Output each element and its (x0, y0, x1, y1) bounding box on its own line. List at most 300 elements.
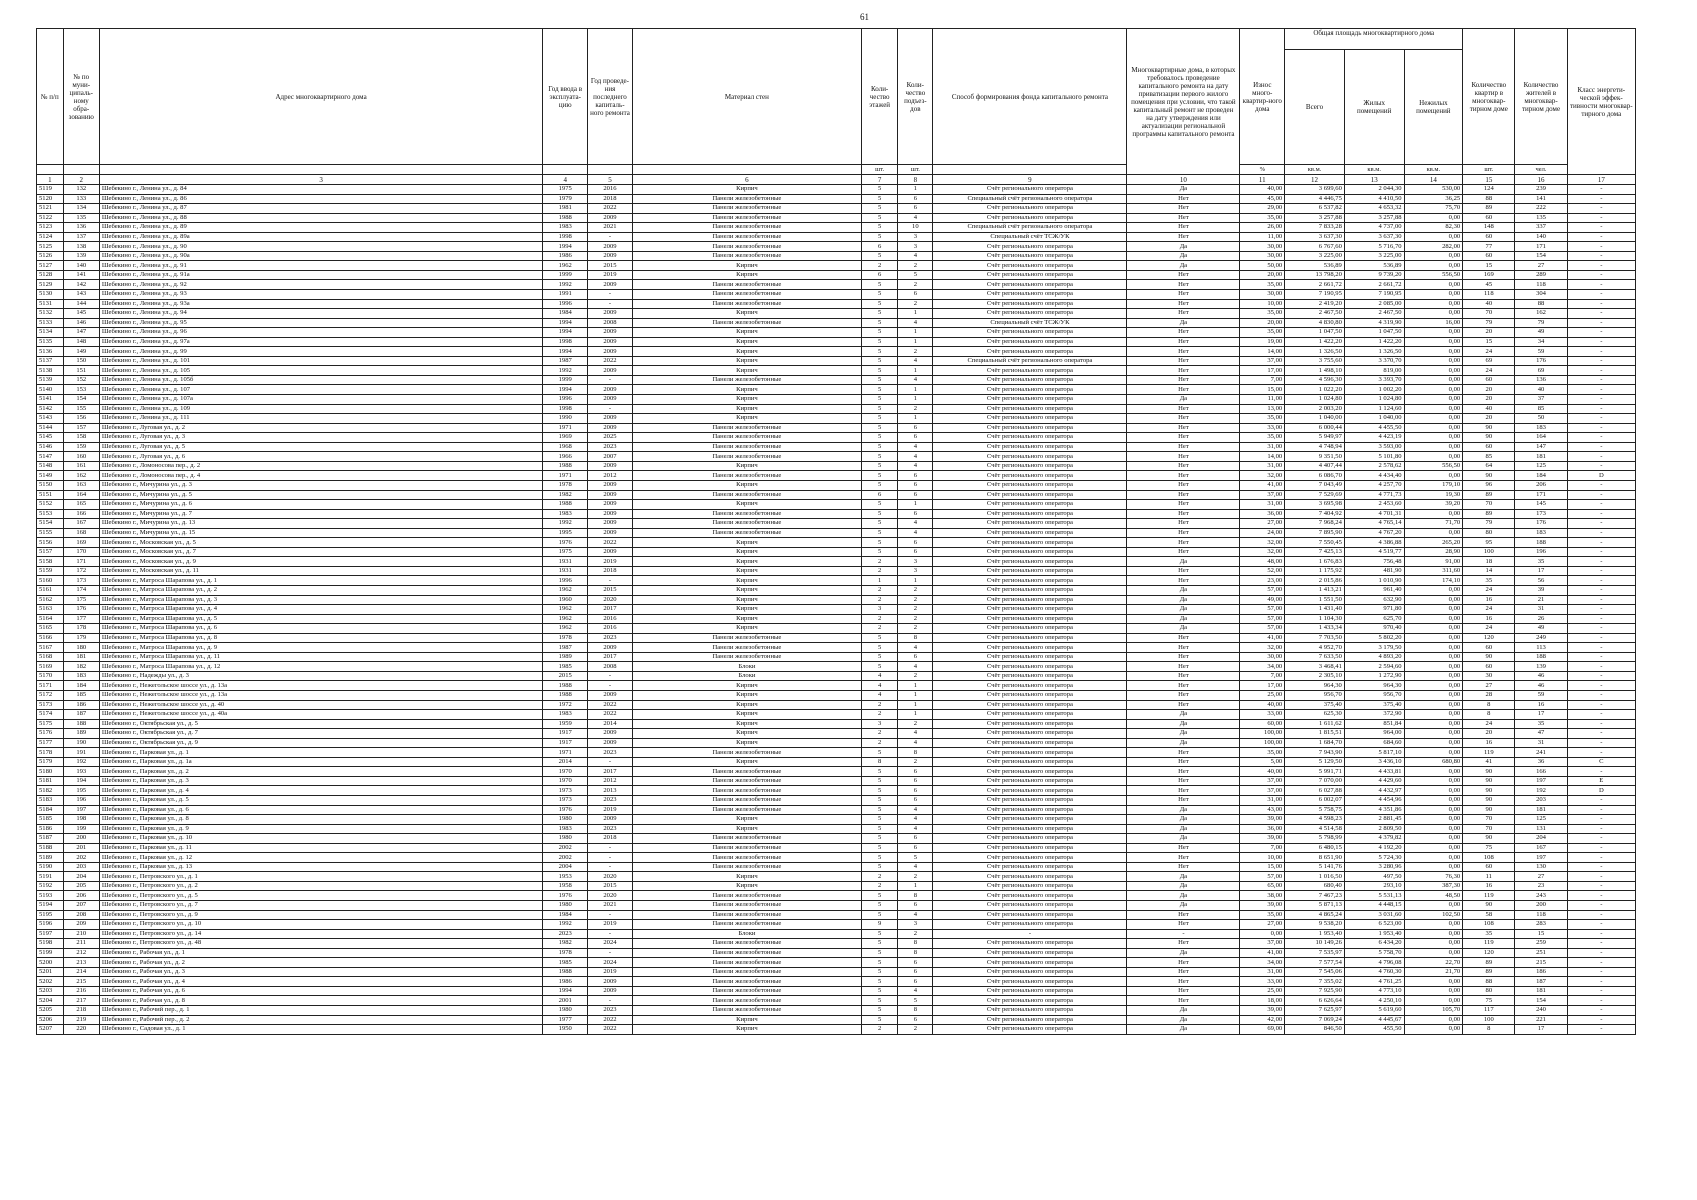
wall-material-cell: Панели железобетонные (632, 843, 861, 853)
year-built-cell: 1988 (543, 461, 588, 471)
area-nonliving-cell: 0,00 (1404, 796, 1463, 806)
unit-area-living: кв.м. (1344, 165, 1404, 175)
floors-cell: 5 (862, 251, 898, 261)
address-cell: Шебекино г., Московская ул., д. 5 (99, 538, 542, 548)
wear-cell: 17,00 (1240, 681, 1285, 691)
row-number-cell: 5206 (37, 1015, 64, 1025)
apartments-cell: 89 (1463, 204, 1515, 214)
table-row (37, 633, 1636, 643)
wall-material-cell: Кирпич (632, 690, 861, 700)
entrances-cell: 1 (898, 395, 933, 405)
row-number-cell: 5140 (37, 385, 64, 395)
wear-cell: 35,00 (1240, 433, 1285, 443)
address-cell: Шебекино г., Матроса Шарапова ул., д. 12 (99, 662, 542, 672)
apartments-cell: 70 (1463, 309, 1515, 319)
floors-cell: 5 (862, 280, 898, 290)
municipal-number-cell: 142 (63, 280, 99, 290)
area-nonliving-cell: 0,00 (1404, 805, 1463, 815)
floors-cell: 5 (862, 433, 898, 443)
entrances-cell: 6 (898, 480, 933, 490)
wall-material-cell: Панели железобетонные (632, 232, 861, 242)
municipal-number-cell: 134 (63, 204, 99, 214)
fund-method-cell: Специальный счёт ТСЖ/УК (933, 318, 1127, 328)
year-repair-cell: - (588, 996, 633, 1006)
repair-required-cell: Нет (1127, 939, 1240, 949)
year-repair-cell: 2018 (588, 834, 633, 844)
apartments-cell: 30 (1463, 671, 1515, 681)
address-cell: Шебекино г., Ленина ул., д. 90 (99, 242, 542, 252)
repair-required-cell: Нет (1127, 223, 1240, 233)
table-row (37, 824, 1636, 834)
address-cell: Шебекино г., Матроса Шарапова ул., д. 4 (99, 605, 542, 615)
area-nonliving-cell: 0,00 (1404, 681, 1463, 691)
energy-class-cell: - (1567, 624, 1635, 634)
wall-material-cell: Панели железобетонные (632, 767, 861, 777)
address-cell: Шебекино г., Парковая ул., д. 11 (99, 843, 542, 853)
row-number-cell: 5145 (37, 433, 64, 443)
repair-required-cell: Нет (1127, 232, 1240, 242)
wear-cell: 18,00 (1240, 996, 1285, 1006)
address-cell: Шебекино г., Ленина ул., д. 89а (99, 232, 542, 242)
address-cell: Шебекино г., Мичурина ул., д. 3 (99, 480, 542, 490)
area-total-cell: 6 027,88 (1285, 786, 1345, 796)
wear-cell: 38,00 (1240, 891, 1285, 901)
year-repair-cell: 2009 (588, 395, 633, 405)
year-built-cell: 1994 (543, 242, 588, 252)
wall-material-cell: Кирпич (632, 538, 861, 548)
area-total-cell: 7 535,97 (1285, 948, 1345, 958)
table-row (37, 375, 1636, 385)
area-nonliving-cell: 0,00 (1404, 290, 1463, 300)
area-living-cell: 3 280,96 (1344, 862, 1404, 872)
area-nonliving-cell: 556,50 (1404, 270, 1463, 280)
floors-cell: 2 (862, 595, 898, 605)
area-nonliving-cell: 22,70 (1404, 958, 1463, 968)
year-repair-cell: 2023 (588, 796, 633, 806)
row-number-cell: 5127 (37, 261, 64, 271)
table-row (37, 347, 1636, 357)
wear-cell: 57,00 (1240, 872, 1285, 882)
table-row (37, 681, 1636, 691)
wear-cell: 31,00 (1240, 500, 1285, 510)
area-nonliving-cell: 82,30 (1404, 223, 1463, 233)
entrances-cell: 2 (898, 261, 933, 271)
municipal-number-cell: 152 (63, 375, 99, 385)
wear-cell: 33,00 (1240, 977, 1285, 987)
wall-material-cell: Блоки (632, 662, 861, 672)
residents-cell: 171 (1515, 242, 1567, 252)
municipal-number-cell: 154 (63, 395, 99, 405)
wear-cell: 30,00 (1240, 290, 1285, 300)
repair-required-cell: Нет (1127, 385, 1240, 395)
wear-cell: 41,00 (1240, 948, 1285, 958)
area-nonliving-cell: 0,00 (1404, 748, 1463, 758)
address-cell: Шебекино г., Московская ул., д. 7 (99, 547, 542, 557)
floors-cell: 5 (862, 185, 898, 195)
header-energy-class: Класс энергети-ческой эффек-тивности многоквар-тирного дома (1567, 29, 1635, 175)
area-total-cell: 1 684,70 (1285, 738, 1345, 748)
repair-required-cell: Да (1127, 901, 1240, 911)
floors-cell: 5 (862, 547, 898, 557)
wall-material-cell: Кирпич (632, 261, 861, 271)
area-nonliving-cell: 0,00 (1404, 729, 1463, 739)
area-nonliving-cell: 0,00 (1404, 395, 1463, 405)
wall-material-cell: Панели железобетонные (632, 939, 861, 949)
residents-cell: 204 (1515, 834, 1567, 844)
table-row (37, 576, 1636, 586)
unit-entrances: шт. (898, 165, 933, 175)
energy-class-cell: - (1567, 528, 1635, 538)
residents-cell: 173 (1515, 509, 1567, 519)
wear-cell: 15,00 (1240, 385, 1285, 395)
area-living-cell: 4 796,08 (1344, 958, 1404, 968)
year-repair-cell: - (588, 929, 633, 939)
address-cell: Шебекино г., Ломоносова пер., д. 4 (99, 471, 542, 481)
apartments-cell: 24 (1463, 366, 1515, 376)
fund-method-cell: Счёт регионального оператора (933, 251, 1127, 261)
energy-class-cell: - (1567, 843, 1635, 853)
residents-cell: 147 (1515, 442, 1567, 452)
area-living-cell: 5 619,60 (1344, 1006, 1404, 1016)
wear-cell: 31,00 (1240, 967, 1285, 977)
area-total-cell: 7 925,90 (1285, 986, 1345, 996)
row-number-cell: 5158 (37, 557, 64, 567)
year-repair-cell: - (588, 681, 633, 691)
energy-class-cell: - (1567, 566, 1635, 576)
wear-cell: 27,00 (1240, 519, 1285, 529)
table-row (37, 242, 1636, 252)
area-total-cell: 7 633,50 (1285, 652, 1345, 662)
energy-class-cell: - (1567, 251, 1635, 261)
table-row (37, 490, 1636, 500)
year-built-cell: 1988 (543, 681, 588, 691)
entrances-cell: 2 (898, 624, 933, 634)
address-cell: Шебекино г., Надежды ул., д. 3 (99, 671, 542, 681)
year-built-cell: 2002 (543, 853, 588, 863)
energy-class-cell: - (1567, 223, 1635, 233)
area-nonliving-cell: 311,60 (1404, 566, 1463, 576)
table-row (37, 566, 1636, 576)
repair-required-cell: Да (1127, 1015, 1240, 1025)
residents-cell: 176 (1515, 356, 1567, 366)
area-total-cell: 7 070,00 (1285, 776, 1345, 786)
column-number: 6 (632, 175, 861, 185)
address-cell: Шебекино г., Рабочая ул., д. 3 (99, 967, 542, 977)
year-repair-cell: 2009 (588, 528, 633, 538)
table-row (37, 213, 1636, 223)
wear-cell: 30,00 (1240, 652, 1285, 662)
wall-material-cell: Кирпич (632, 309, 861, 319)
area-living-cell: 4 429,60 (1344, 776, 1404, 786)
wall-material-cell: Кирпич (632, 681, 861, 691)
repair-required-cell: Да (1127, 614, 1240, 624)
repair-required-cell: Нет (1127, 862, 1240, 872)
floors-cell: 5 (862, 356, 898, 366)
entrances-cell: 2 (898, 404, 933, 414)
table-row (37, 967, 1636, 977)
area-total-cell: 4 446,75 (1285, 194, 1345, 204)
fund-method-cell: Счёт регионального оператора (933, 375, 1127, 385)
floors-cell: 5 (862, 290, 898, 300)
wear-cell: 39,00 (1240, 815, 1285, 825)
fund-method-cell: Счёт регионального оператора (933, 690, 1127, 700)
residents-cell: 203 (1515, 796, 1567, 806)
area-living-cell: 4 519,77 (1344, 547, 1404, 557)
fund-method-cell: Счёт регионального оператора (933, 404, 1127, 414)
repair-required-cell: Да (1127, 719, 1240, 729)
apartments-cell: 20 (1463, 414, 1515, 424)
floors-cell: 6 (862, 270, 898, 280)
floors-cell: 5 (862, 318, 898, 328)
area-nonliving-cell: 28,90 (1404, 547, 1463, 557)
area-living-cell: 5 101,80 (1344, 452, 1404, 462)
wear-cell: 48,00 (1240, 557, 1285, 567)
entrances-cell: 4 (898, 729, 933, 739)
area-total-cell: 5 991,71 (1285, 767, 1345, 777)
area-living-cell: 5 758,70 (1344, 948, 1404, 958)
apartments-cell: 148 (1463, 223, 1515, 233)
apartments-cell: 119 (1463, 891, 1515, 901)
energy-class-cell: - (1567, 519, 1635, 529)
table-row (37, 862, 1636, 872)
municipal-number-cell: 193 (63, 767, 99, 777)
row-number-cell: 5185 (37, 815, 64, 825)
year-repair-cell: 2019 (588, 805, 633, 815)
area-total-cell: 9 538,20 (1285, 920, 1345, 930)
address-cell: Шебекино г., Садовая ул., д. 1 (99, 1025, 542, 1035)
energy-class-cell: - (1567, 796, 1635, 806)
floors-cell: 5 (862, 815, 898, 825)
address-cell: Шебекино г., Парковая ул., д. 2 (99, 767, 542, 777)
unit-empty (933, 165, 1127, 175)
residents-cell: 125 (1515, 461, 1567, 471)
municipal-number-cell: 157 (63, 423, 99, 433)
area-living-cell: 5 724,30 (1344, 853, 1404, 863)
area-total-cell: 6 626,64 (1285, 996, 1345, 1006)
row-number-cell: 5151 (37, 490, 64, 500)
wear-cell: 17,00 (1240, 366, 1285, 376)
year-built-cell: 1980 (543, 815, 588, 825)
area-total-cell: 1 024,80 (1285, 395, 1345, 405)
entrances-cell: 3 (898, 232, 933, 242)
energy-class-cell: - (1567, 442, 1635, 452)
apartments-cell: 88 (1463, 194, 1515, 204)
repair-required-cell: Нет (1127, 528, 1240, 538)
entrances-cell: 6 (898, 423, 933, 433)
municipal-number-cell: 150 (63, 356, 99, 366)
row-number-cell: 5154 (37, 519, 64, 529)
municipal-number-cell: 172 (63, 566, 99, 576)
residents-cell: 187 (1515, 977, 1567, 987)
address-cell: Шебекино г., Октябрьская ул., д. 7 (99, 729, 542, 739)
energy-class-cell: - (1567, 662, 1635, 672)
table-row (37, 185, 1636, 195)
wall-material-cell: Кирпич (632, 356, 861, 366)
municipal-number-cell: 143 (63, 290, 99, 300)
fund-method-cell: Счёт регионального оператора (933, 815, 1127, 825)
area-living-cell: 4 454,96 (1344, 796, 1404, 806)
area-nonliving-cell: 0,00 (1404, 700, 1463, 710)
wall-material-cell: Кирпич (632, 461, 861, 471)
fund-method-cell: Счёт регионального оператора (933, 566, 1127, 576)
address-cell: Шебекино г., Ленина ул., д. 93а (99, 299, 542, 309)
municipal-number-cell: 145 (63, 309, 99, 319)
energy-class-cell: D (1567, 786, 1635, 796)
energy-class-cell: - (1567, 891, 1635, 901)
address-cell: Шебекино г., Рабочий пер., д. 2 (99, 1015, 542, 1025)
apartments-cell: 119 (1463, 748, 1515, 758)
fund-method-cell: Счёт регионального оператора (933, 385, 1127, 395)
area-nonliving-cell: 0,00 (1404, 633, 1463, 643)
apartments-cell: 79 (1463, 519, 1515, 529)
fund-method-cell: Счёт регионального оператора (933, 996, 1127, 1006)
entrances-cell: 4 (898, 815, 933, 825)
area-living-cell: 4 434,40 (1344, 471, 1404, 481)
year-repair-cell: 2009 (588, 309, 633, 319)
area-nonliving-cell: 0,00 (1404, 719, 1463, 729)
year-repair-cell: 2022 (588, 204, 633, 214)
row-number-cell: 5168 (37, 652, 64, 662)
repair-required-cell: Нет (1127, 538, 1240, 548)
residents-cell: 34 (1515, 337, 1567, 347)
year-repair-cell: 2009 (588, 690, 633, 700)
municipal-number-cell: 217 (63, 996, 99, 1006)
fund-method-cell: Счёт регионального оператора (933, 204, 1127, 214)
entrances-cell: 5 (898, 270, 933, 280)
floors-cell: 3 (862, 605, 898, 615)
area-living-cell: 684,60 (1344, 738, 1404, 748)
entrances-cell: 1 (898, 500, 933, 510)
wall-material-cell: Панели железобетонные (632, 290, 861, 300)
table-row (37, 719, 1636, 729)
year-repair-cell: 2016 (588, 624, 633, 634)
municipal-number-cell: 139 (63, 251, 99, 261)
area-total-cell: 1 047,50 (1285, 328, 1345, 338)
area-total-cell: 1 611,62 (1285, 719, 1345, 729)
wall-material-cell: Панели железобетонные (632, 280, 861, 290)
wear-cell: 40,00 (1240, 185, 1285, 195)
year-repair-cell: - (588, 862, 633, 872)
table-row (37, 547, 1636, 557)
wear-cell: 37,00 (1240, 786, 1285, 796)
table-row (37, 729, 1636, 739)
row-number-cell: 5147 (37, 452, 64, 462)
row-number-cell: 5155 (37, 528, 64, 538)
column-number: 15 (1463, 175, 1515, 185)
residents-cell: 31 (1515, 605, 1567, 615)
municipal-number-cell: 196 (63, 796, 99, 806)
wall-material-cell: Кирпич (632, 881, 861, 891)
area-living-cell: 1 047,50 (1344, 328, 1404, 338)
table-body (37, 185, 1636, 1035)
wall-material-cell: Кирпич (632, 557, 861, 567)
apartments-cell: 60 (1463, 251, 1515, 261)
entrances-cell: 4 (898, 986, 933, 996)
residents-cell: 46 (1515, 681, 1567, 691)
residents-cell: 27 (1515, 261, 1567, 271)
entrances-cell: 1 (898, 690, 933, 700)
floors-cell: 5 (862, 500, 898, 510)
table-row (37, 395, 1636, 405)
floors-cell: 5 (862, 862, 898, 872)
year-repair-cell: 2025 (588, 433, 633, 443)
floors-cell: 5 (862, 652, 898, 662)
year-built-cell: 1994 (543, 328, 588, 338)
apartments-cell: 90 (1463, 652, 1515, 662)
year-repair-cell: 2009 (588, 986, 633, 996)
header-area-living: Жилых помещений (1344, 50, 1404, 165)
entrances-cell: 1 (898, 309, 933, 319)
entrances-cell: 1 (898, 328, 933, 338)
fund-method-cell: Счёт регионального оператора (933, 547, 1127, 557)
area-total-cell: 4 952,70 (1285, 643, 1345, 653)
year-repair-cell: - (588, 948, 633, 958)
table-row (37, 442, 1636, 452)
fund-method-cell: Счёт регионального оператора (933, 939, 1127, 949)
wall-material-cell: Кирпич (632, 576, 861, 586)
year-repair-cell: - (588, 299, 633, 309)
address-cell: Шебекино г., Ленина ул., д. 97а (99, 337, 542, 347)
area-nonliving-cell: 0,00 (1404, 738, 1463, 748)
table-row (37, 232, 1636, 242)
row-number-cell: 5120 (37, 194, 64, 204)
year-repair-cell: 2009 (588, 414, 633, 424)
repair-required-cell: Да (1127, 872, 1240, 882)
entrances-cell: 2 (898, 1025, 933, 1035)
area-total-cell: 4 598,23 (1285, 815, 1345, 825)
wear-cell: 29,00 (1240, 204, 1285, 214)
area-nonliving-cell: 76,30 (1404, 872, 1463, 882)
table-row (37, 414, 1636, 424)
repair-required-cell: Нет (1127, 375, 1240, 385)
table-row (37, 643, 1636, 653)
wear-cell: 14,00 (1240, 452, 1285, 462)
area-total-cell: 4 865,24 (1285, 910, 1345, 920)
table-row (37, 270, 1636, 280)
residents-cell: 154 (1515, 251, 1567, 261)
residents-cell: 181 (1515, 805, 1567, 815)
fund-method-cell: Счёт регионального оператора (933, 786, 1127, 796)
area-total-cell: 7 069,24 (1285, 1015, 1345, 1025)
municipal-number-cell: 162 (63, 471, 99, 481)
row-number-cell: 5161 (37, 585, 64, 595)
municipal-number-cell: 141 (63, 270, 99, 280)
municipal-number-cell: 194 (63, 776, 99, 786)
energy-class-cell: - (1567, 967, 1635, 977)
municipal-number-cell: 165 (63, 500, 99, 510)
year-repair-cell: 2021 (588, 901, 633, 911)
repair-required-cell: Нет (1127, 270, 1240, 280)
floors-cell: 5 (862, 299, 898, 309)
entrances-cell: 6 (898, 843, 933, 853)
area-total-cell: 2 003,20 (1285, 404, 1345, 414)
row-number-cell: 5203 (37, 986, 64, 996)
year-built-cell: 1980 (543, 901, 588, 911)
area-nonliving-cell: 0,00 (1404, 280, 1463, 290)
fund-method-cell: Счёт регионального оператора (933, 328, 1127, 338)
wear-cell: 20,00 (1240, 270, 1285, 280)
area-nonliving-cell: 0,00 (1404, 509, 1463, 519)
year-built-cell: 2015 (543, 671, 588, 681)
residents-cell: 283 (1515, 920, 1567, 930)
row-number-cell: 5180 (37, 767, 64, 777)
area-total-cell: 6 086,70 (1285, 471, 1345, 481)
entrances-cell: 2 (898, 872, 933, 882)
apartments-cell: 60 (1463, 213, 1515, 223)
repair-required-cell: Да (1127, 242, 1240, 252)
row-number-cell: 5198 (37, 939, 64, 949)
residents-cell: 39 (1515, 585, 1567, 595)
